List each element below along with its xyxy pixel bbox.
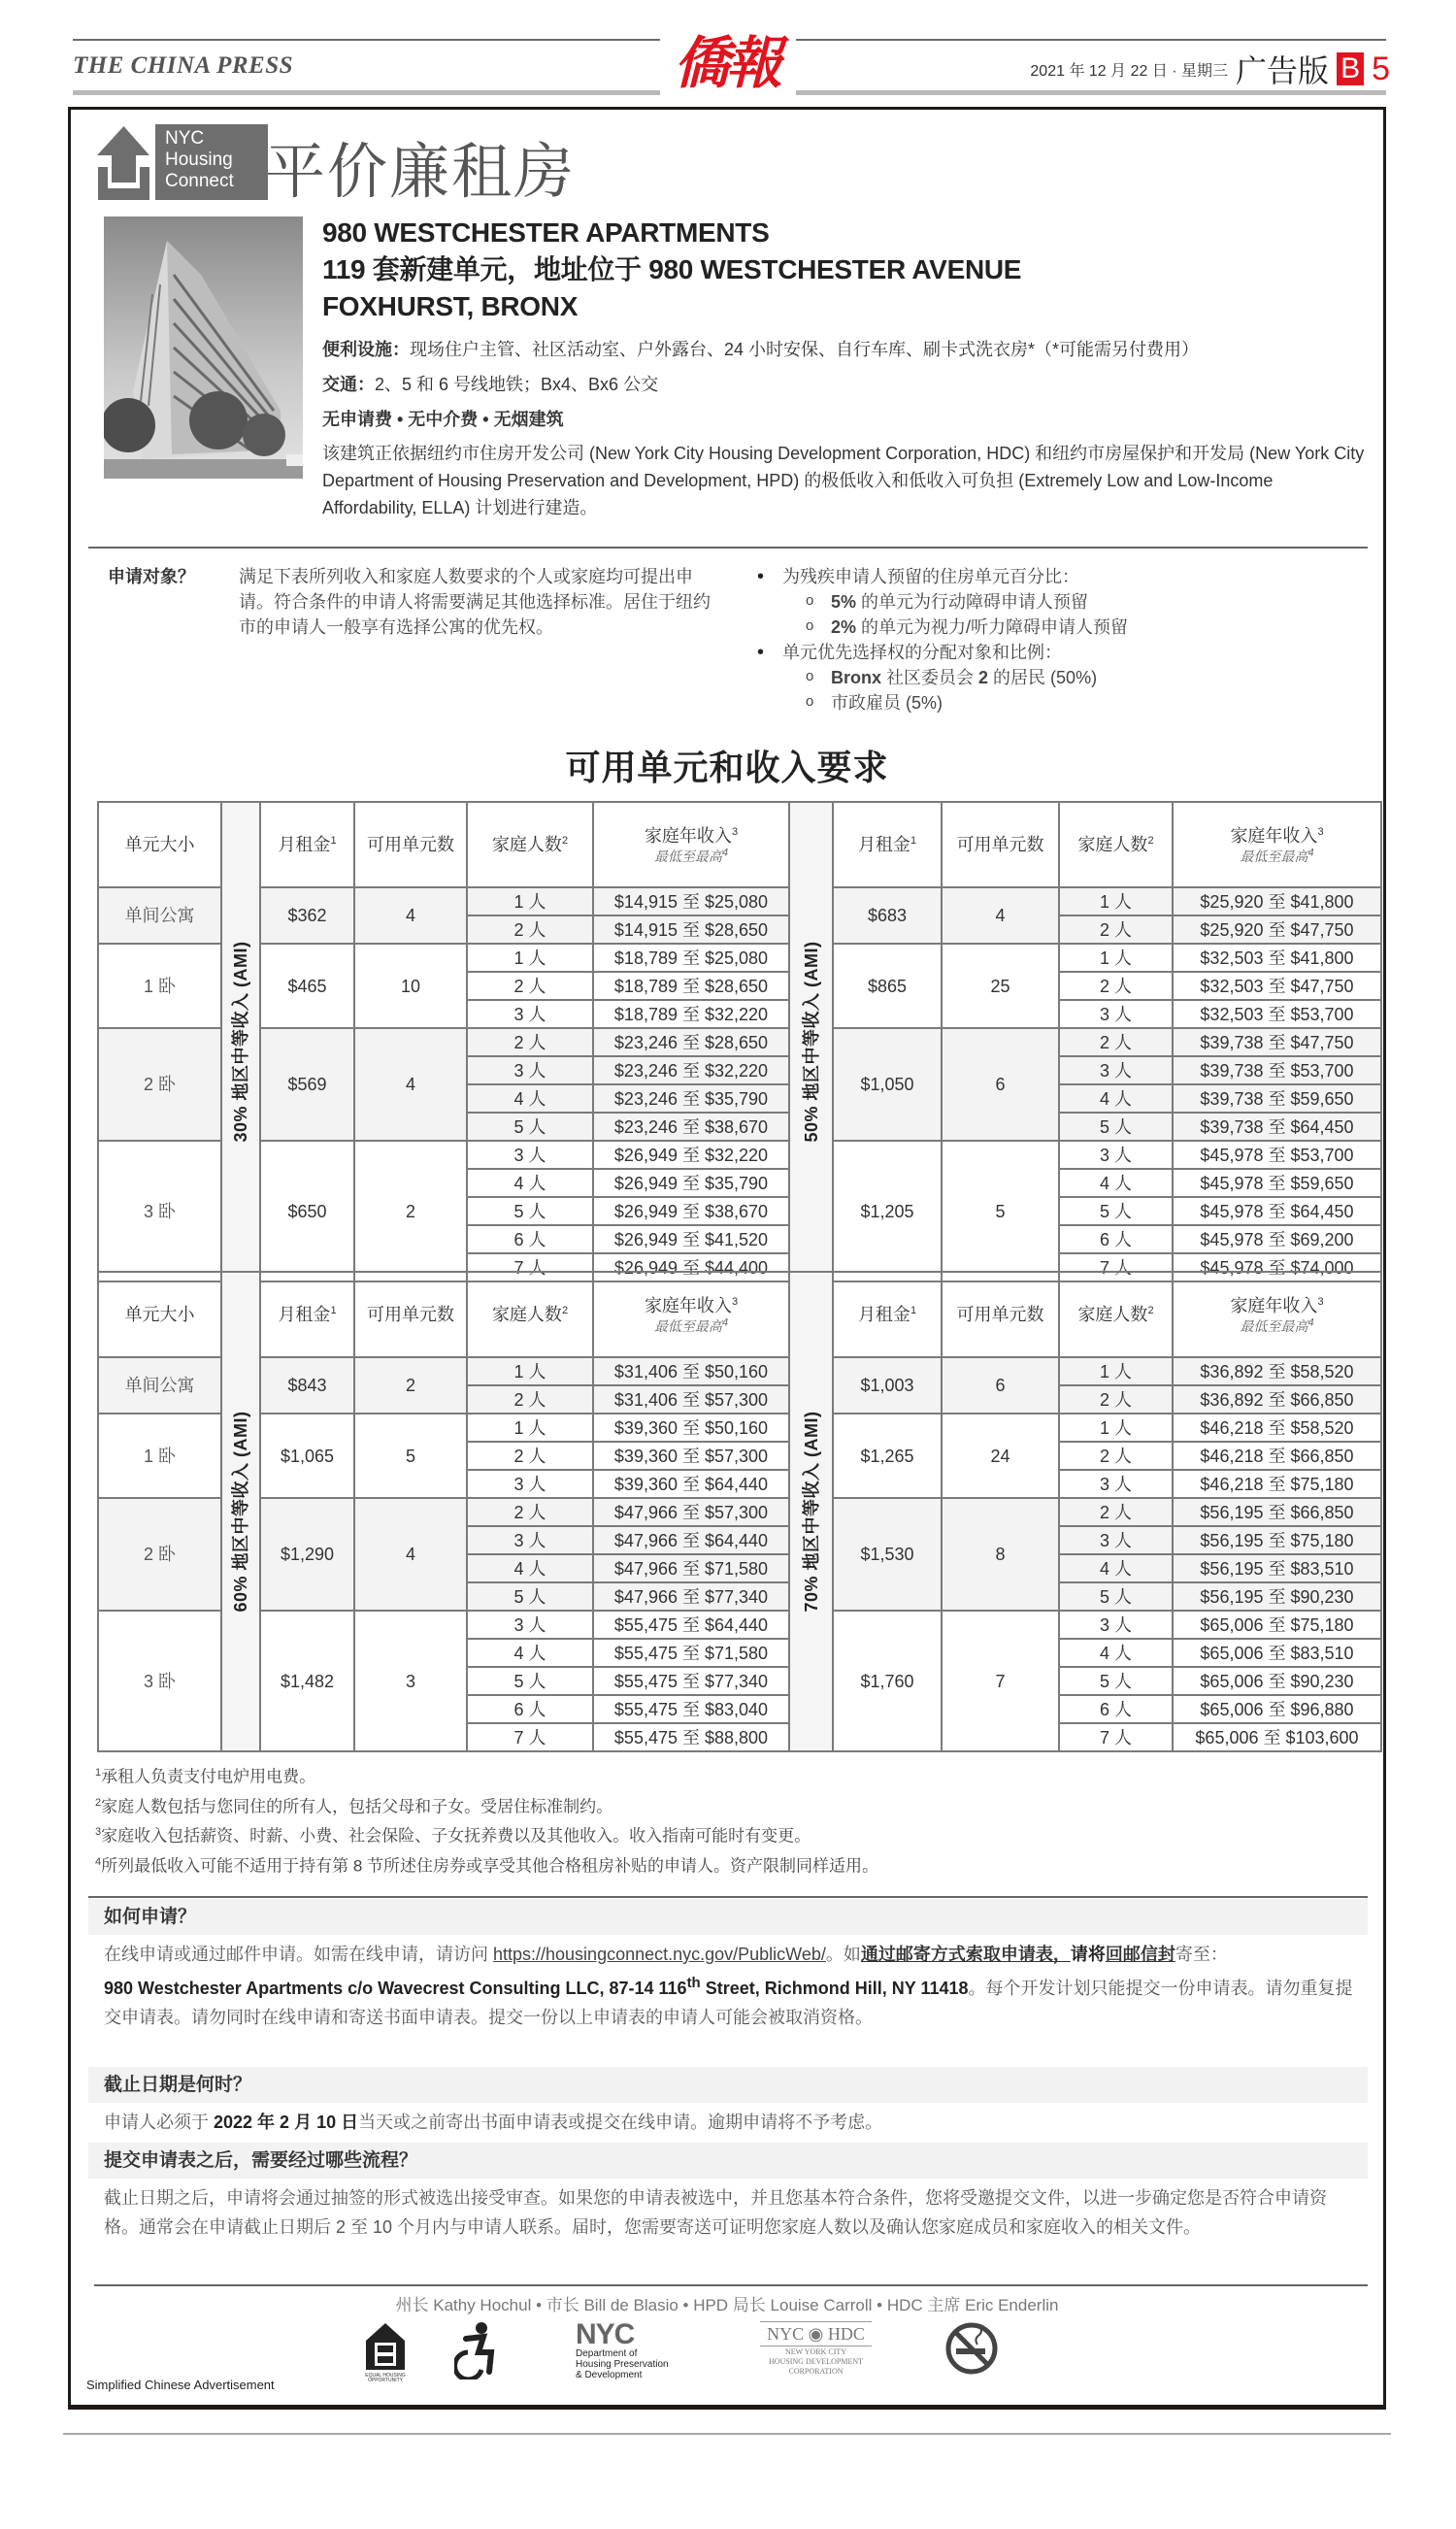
list-subitem: o 5% 的单元为行动障碍申请人预留 (753, 589, 1355, 615)
household-size-cell: 3 人 (467, 1000, 593, 1028)
household-size-cell: 7 人 (467, 1253, 593, 1281)
units-cell: 7 (942, 1611, 1059, 1751)
household-size-cell: 3 人 (1059, 1000, 1173, 1028)
ad-language-label: Simplified Chinese Advertisement (86, 2378, 275, 2392)
section-divider (88, 547, 1368, 549)
footnotes (95, 1760, 1357, 1880)
income-range-cell: $25,920 至 $47,750 (1173, 915, 1381, 944)
preference-list (753, 564, 1355, 715)
household-size-cell: 2 人 (1059, 972, 1173, 1000)
units-cell: 4 (354, 1498, 467, 1611)
household-size-cell: 2 人 (1059, 1028, 1173, 1056)
units-cell: 4 (354, 1028, 467, 1141)
units-cell: 6 (942, 1028, 1059, 1141)
units-cell: 10 (354, 944, 467, 1028)
income-range-cell: $56,195 至 $75,180 (1173, 1526, 1381, 1554)
income-range-cell: $39,360 至 $50,160 (593, 1414, 789, 1442)
income-range-cell: $56,195 至 $83,510 (1173, 1554, 1381, 1582)
intro-section (322, 215, 1371, 521)
header-unit-size: 单元大小 (98, 1272, 221, 1357)
income-range-cell: $56,195 至 $66,850 (1173, 1498, 1381, 1526)
masthead-rule-top-right (796, 39, 1386, 41)
household-size-cell: 1 人 (467, 887, 593, 915)
household-size-cell: 4 人 (1059, 1084, 1173, 1113)
income-range-cell: $46,218 至 $66,850 (1173, 1442, 1381, 1470)
table-row (98, 1498, 1381, 1526)
household-size-cell: 2 人 (467, 972, 593, 1000)
income-range-cell: $31,406 至 $50,160 (593, 1357, 789, 1385)
income-range-cell: $65,006 至 $83,510 (1173, 1639, 1381, 1667)
income-range-cell: $39,360 至 $64,440 (593, 1470, 789, 1498)
units-cell: 4 (354, 887, 467, 944)
section-name: 广告版 (1236, 52, 1330, 89)
household-size-cell: 3 人 (467, 1526, 593, 1554)
units-cell: 8 (942, 1498, 1059, 1611)
header-rent: 月租金$^1$ (833, 802, 942, 887)
income-range-cell: $46,218 至 $75,180 (1173, 1470, 1381, 1498)
household-size-cell: 2 人 (467, 1442, 593, 1470)
unit-size-cell: 2 卧 (98, 1498, 221, 1611)
unit-size-cell: 单间公寓 (98, 887, 221, 944)
rent-cell: $1,050 (833, 1028, 942, 1141)
building-photo (104, 216, 303, 479)
page-info (1030, 47, 1390, 91)
building-heading: 980 WESTCHESTER APARTMENTS 119 套新建单元，地址位于 980 WESTCHESTER AVENUE FOXHURST, BRONX (322, 217, 1022, 321)
header-units: 可用单元数 (942, 802, 1059, 887)
income-table (97, 1271, 1382, 1752)
no-fees-note: 无申请费 • 无中介费 • 无烟建筑 (322, 410, 564, 429)
income-range-cell: $23,246 至 $38,670 (593, 1113, 789, 1141)
unit-size-cell: 2 卧 (98, 1028, 221, 1141)
household-size-cell: 1 人 (1059, 1357, 1173, 1385)
header-units: 可用单元数 (354, 1272, 467, 1357)
list-subitem: o Bronx 社区委员会 2 的居民 (50%) (753, 665, 1355, 690)
housing-connect-logo (96, 124, 268, 202)
income-range-cell: $55,475 至 $83,040 (593, 1695, 789, 1723)
income-range-cell: $26,949 至 $32,220 (593, 1141, 789, 1169)
household-size-cell: 4 人 (467, 1554, 593, 1582)
income-table (97, 801, 1382, 1282)
no-smoking-icon (944, 2321, 999, 2379)
income-range-cell: $65,006 至 $96,880 (1173, 1695, 1381, 1723)
table-header-row (98, 1272, 1381, 1357)
household-size-cell: 1 人 (467, 1357, 593, 1385)
units-cell: 25 (942, 944, 1059, 1028)
income-range-cell: $47,966 至 $64,440 (593, 1526, 789, 1554)
rent-cell: $1,205 (833, 1141, 942, 1281)
household-size-cell: 4 人 (467, 1169, 593, 1197)
footnote: $^2$家庭人数包括与您同住的所有人，包括父母和子女。受居住标准制约。 (95, 1796, 613, 1816)
section-divider (94, 2284, 1368, 2286)
income-range-cell: $25,920 至 $41,800 (1173, 887, 1381, 915)
income-range-cell: $26,949 至 $41,520 (593, 1225, 789, 1253)
rent-cell: $1,265 (833, 1414, 942, 1498)
mailing-address: 980 Westchester Apartments c/o Wavecrest Consulting LLC, 87-14 116th Street, Richmond Hill, NY 11418 (104, 1975, 969, 1998)
svg-text:EQUAL HOUSING: EQUAL HOUSING (365, 2373, 406, 2379)
publication-name: THE CHINA PRESS (73, 52, 294, 79)
page-bottom-rule (63, 2433, 1391, 2435)
footnote: $^4$所列最低收入可能不适用于持有第 8 节所述住房券或享受其他合格租房补贴的申请人。资产限制同样适用。 (95, 1855, 879, 1876)
rent-cell: $683 (833, 887, 942, 944)
income-range-cell: $45,978 至 $69,200 (1173, 1225, 1381, 1253)
income-range-cell: $45,978 至 $64,450 (1173, 1197, 1381, 1225)
list-subitem: o 市政雇员 (5%) (753, 690, 1355, 715)
income-range-cell: $55,475 至 $71,580 (593, 1639, 789, 1667)
income-range-cell: $23,246 至 $28,650 (593, 1028, 789, 1056)
rent-cell: $362 (260, 887, 354, 944)
rent-cell: $1,530 (833, 1498, 942, 1611)
section-divider (88, 1896, 1368, 1898)
table-row (98, 887, 1381, 915)
units-cell: 6 (942, 1357, 1059, 1414)
how-to-apply-heading: 如何申请？ (88, 1899, 1368, 1935)
income-range-cell: $26,949 至 $35,790 (593, 1169, 789, 1197)
table-row (98, 1141, 1381, 1169)
household-size-cell: 3 人 (467, 1470, 593, 1498)
household-size-cell: 5 人 (1059, 1197, 1173, 1225)
ami-band-label: 30% 地区中等收入 (AMI) (221, 802, 260, 1281)
income-range-cell: $18,789 至 $25,080 (593, 944, 789, 972)
accessibility-icon (454, 2321, 498, 2379)
who-label: 申请对象？ (108, 567, 195, 586)
household-size-cell: 6 人 (467, 1695, 593, 1723)
household-size-cell: 2 人 (1059, 915, 1173, 944)
household-size-cell: 5 人 (467, 1582, 593, 1611)
unit-size-cell: 3 卧 (98, 1141, 221, 1281)
ami-band-label: 70% 地区中等收入 (AMI) (789, 1272, 833, 1751)
income-range-cell: $39,738 至 $53,700 (1173, 1056, 1381, 1084)
household-size-cell: 4 人 (1059, 1554, 1173, 1582)
header-unit-size: 单元大小 (98, 802, 221, 887)
income-range-cell: $56,195 至 $90,230 (1173, 1582, 1381, 1611)
list-item: • 为残疾申请人预留的住房单元百分比： (753, 564, 1355, 589)
household-size-cell: 3 人 (467, 1141, 593, 1169)
income-range-cell: $14,915 至 $28,650 (593, 915, 789, 944)
ami-band-label: 50% 地区中等收入 (AMI) (789, 802, 833, 1281)
rent-cell: $1,003 (833, 1357, 942, 1414)
program-description: 该建筑正依据纽约市住房开发公司 (New York City Housing Development Corporation, HDC) 和纽约市房屋保护和开发局 (New York City Department of Housing Preservation and Development, HPD) 的极低收入和低收入可负担 (Extremely Low and Low-Income Affordability, ELLA) 计划进行建造。 (322, 444, 1365, 517)
household-size-cell: 6 人 (1059, 1695, 1173, 1723)
income-range-cell: $45,978 至 $53,700 (1173, 1141, 1381, 1169)
household-size-cell: 2 人 (467, 1028, 593, 1056)
transit: 交通：2、5 和 6 号线地铁；Bx4、Bx6 公交 (322, 375, 659, 394)
table-row (98, 1357, 1381, 1385)
income-range-cell: $32,503 至 $53,700 (1173, 1000, 1381, 1028)
household-size-cell: 2 人 (1059, 1442, 1173, 1470)
ami-band-label: 60% 地区中等收入 (AMI) (221, 1272, 260, 1751)
header-household: 家庭人数$^2$ (1059, 802, 1173, 887)
deadline-text: 申请人必须于 2022 年 2 月 10 日当天或之前寄出书面申请表或提交在线申请。逾期申请将不予考虑。 (104, 2113, 883, 2132)
rent-cell: $1,290 (260, 1498, 354, 1611)
officials-line: 州长 Kathy Hochul • 市长 Bill de Blasio • HPD 局长 Louise Carroll • HDC 主席 Eric Enderlin (395, 2296, 1059, 2314)
table-row (98, 1611, 1381, 1639)
header-rent: 月租金$^1$ (260, 802, 354, 887)
masthead-rule-bottom-left (73, 90, 660, 95)
table-row (98, 944, 1381, 972)
units-cell: 2 (354, 1141, 467, 1281)
household-size-cell: 7 人 (467, 1723, 593, 1751)
unit-size-cell: 1 卧 (98, 944, 221, 1028)
income-range-cell: $39,738 至 $64,450 (1173, 1113, 1381, 1141)
household-size-cell: 1 人 (467, 1414, 593, 1442)
household-size-cell: 1 人 (467, 944, 593, 972)
income-range-cell: $46,218 至 $58,520 (1173, 1414, 1381, 1442)
household-size-cell: 2 人 (1059, 1385, 1173, 1414)
newspaper-logo: 僑報 (673, 30, 778, 96)
unit-size-cell: 单间公寓 (98, 1357, 221, 1414)
rent-cell: $650 (260, 1141, 354, 1281)
income-range-cell: $39,738 至 $59,650 (1173, 1084, 1381, 1113)
units-cell: 4 (942, 887, 1059, 944)
table-row (98, 1028, 1381, 1056)
units-cell: 24 (942, 1414, 1059, 1498)
income-range-cell: $65,006 至 $90,230 (1173, 1667, 1381, 1695)
header-units: 可用单元数 (354, 802, 467, 887)
header-units: 可用单元数 (942, 1272, 1059, 1357)
svg-text:OPPORTUNITY: OPPORTUNITY (367, 2378, 404, 2381)
household-size-cell: 5 人 (1059, 1667, 1173, 1695)
household-size-cell: 5 人 (1059, 1113, 1173, 1141)
process-text: 截止日期之后，申请将会通过抽签的形式被选出接受审查。如果您的申请表被选中，并且您基本符合条件，您将受邀提交文件，以进一步确定您是否符合申请资格。通常会在申请截止日期后 2 至 10 个月内与申请人联系。届时，您需要寄送可证明您家庭人数以及确认您家庭成员和家庭收入的相关文件。 (104, 2188, 1327, 2237)
income-range-cell: $14,915 至 $25,080 (593, 887, 789, 915)
household-size-cell: 3 人 (1059, 1056, 1173, 1084)
income-range-cell: $23,246 至 $32,220 (593, 1056, 789, 1084)
header-rent: 月租金$^1$ (260, 1272, 354, 1357)
household-size-cell: 3 人 (467, 1056, 593, 1084)
household-size-cell: 5 人 (467, 1113, 593, 1141)
household-size-cell: 2 人 (467, 1385, 593, 1414)
masthead-rule-top-left (73, 39, 660, 41)
ad-title: 平价廉租房 (265, 136, 577, 207)
table-title: 可用单元和收入要求 (565, 748, 889, 787)
header-household: 家庭人数$^2$ (467, 802, 593, 887)
who-text: 满足下表所列收入和家庭人数要求的个人或家庭均可提出申请。符合条件的申请人将需要满足其他选择标准。居住于纽约市的申请人一般享有选择公寓的优先权。 (239, 567, 711, 637)
header-household: 家庭人数$^2$ (467, 1272, 593, 1357)
household-size-cell: 2 人 (467, 1498, 593, 1526)
logo-row (71, 2318, 1383, 2383)
income-range-cell: $55,475 至 $64,440 (593, 1611, 789, 1639)
income-range-cell: $36,892 至 $58,520 (1173, 1357, 1381, 1385)
advertisement-box (68, 107, 1386, 2410)
household-size-cell: 3 人 (1059, 1611, 1173, 1639)
units-cell: 3 (354, 1611, 467, 1751)
household-size-cell: 1 人 (1059, 1414, 1173, 1442)
page-number: 5 (1372, 50, 1390, 87)
rent-cell: $1,065 (260, 1414, 354, 1498)
header-income: 家庭年收入$^3$ 最低至最高$^4$ (1173, 1272, 1381, 1357)
household-size-cell: 2 人 (467, 915, 593, 944)
housing-connect-wordmark: NYC Housing Connect (155, 124, 268, 200)
rent-cell: $1,482 (260, 1611, 354, 1751)
header-income: 家庭年收入$^3$ 最低至最高$^4$ (1173, 802, 1381, 887)
page-letter-badge: B (1337, 52, 1364, 85)
household-size-cell: 3 人 (1059, 1470, 1173, 1498)
rent-cell: $843 (260, 1357, 354, 1414)
income-range-cell: $32,503 至 $47,750 (1173, 972, 1381, 1000)
rent-cell: $569 (260, 1028, 354, 1141)
income-range-cell: $65,006 至 $103,600 (1173, 1723, 1381, 1751)
hdc-logo: NYC ◉ HDC NEW YORK CITY HOUSING DEVELOPMENT CORPORATION (760, 2321, 872, 2379)
household-size-cell: 4 人 (467, 1639, 593, 1667)
house-arrow-icon (96, 124, 151, 202)
income-range-cell: $47,966 至 $77,340 (593, 1582, 789, 1611)
income-range-cell: $18,789 至 $32,220 (593, 1000, 789, 1028)
household-size-cell: 1 人 (1059, 887, 1173, 915)
household-size-cell: 2 人 (1059, 1498, 1173, 1526)
household-size-cell: 4 人 (1059, 1169, 1173, 1197)
household-size-cell: 7 人 (1059, 1723, 1173, 1751)
units-cell: 5 (942, 1141, 1059, 1281)
income-range-cell: $18,789 至 $28,650 (593, 972, 789, 1000)
income-range-cell: $55,475 至 $88,800 (593, 1723, 789, 1751)
income-range-cell: $47,966 至 $57,300 (593, 1498, 789, 1526)
how-to-apply-text: 在线申请或通过邮件申请。如需在线申请，请访问 https://housingconnect.nyc.gov/PublicWeb/。如通过邮寄方式索取申请表，请将回邮信封寄至： 980 Westchester Apartments c/o Wavecrest Consulting LLC, 87-14 116th Street, Richmond Hill, NY 11418。每个开发计划只能提交一份申请表。请勿重复提交申请表。请勿同时在线申请和寄送书面申请表。提交一份以上申请表的申请人可能会被取消资格。 (104, 1945, 1353, 2027)
household-size-cell: 7 人 (1059, 1253, 1173, 1281)
list-subitem: o 2% 的单元为视力/听力障碍申请人预留 (753, 615, 1355, 640)
header-income: 家庭年收入$^3$ 最低至最高$^4$ (593, 1272, 789, 1357)
rent-cell: $1,760 (833, 1611, 942, 1751)
household-size-cell: 5 人 (467, 1197, 593, 1225)
household-size-cell: 6 人 (1059, 1225, 1173, 1253)
header-household: 家庭人数$^2$ (1059, 1272, 1173, 1357)
household-size-cell: 3 人 (1059, 1141, 1173, 1169)
equal-housing-icon (362, 2321, 409, 2379)
income-range-cell: $45,978 至 $59,650 (1173, 1169, 1381, 1197)
header-rent: 月租金$^1$ (833, 1272, 942, 1357)
process-heading: 提交申请表之后，需要经过哪些流程？ (88, 2143, 1368, 2179)
housing-connect-link[interactable]: https://housingconnect.nyc.gov/PublicWeb/ (493, 1945, 826, 1964)
units-cell: 2 (354, 1357, 467, 1414)
household-size-cell: 5 人 (1059, 1582, 1173, 1611)
table-row (98, 1414, 1381, 1442)
household-size-cell: 4 人 (467, 1084, 593, 1113)
footnote: $^3$家庭收入包括薪资、时薪、小费、社会保险、子女抚养费以及其他收入。收入指南可能时有变更。 (95, 1826, 811, 1846)
unit-size-cell: 3 卧 (98, 1611, 221, 1751)
income-range-cell: $23,246 至 $35,790 (593, 1084, 789, 1113)
rent-cell: $465 (260, 944, 354, 1028)
table-header-row (98, 802, 1381, 887)
rent-cell: $865 (833, 944, 942, 1028)
household-size-cell: 4 人 (1059, 1639, 1173, 1667)
household-size-cell: 5 人 (467, 1667, 593, 1695)
list-item: • 单元优先选择权的分配对象和比例： (753, 640, 1355, 665)
household-size-cell: 6 人 (467, 1225, 593, 1253)
household-size-cell: 3 人 (467, 1611, 593, 1639)
unit-size-cell: 1 卧 (98, 1414, 221, 1498)
income-range-cell: $26,949 至 $38,670 (593, 1197, 789, 1225)
issue-date: 2021 年 12 月 22 日 · 星期三 (1030, 62, 1229, 80)
income-range-cell: $55,475 至 $77,340 (593, 1667, 789, 1695)
income-range-cell: $39,738 至 $47,750 (1173, 1028, 1381, 1056)
units-cell: 5 (354, 1414, 467, 1498)
income-range-cell: $47,966 至 $71,580 (593, 1554, 789, 1582)
header-income: 家庭年收入$^3$ 最低至最高$^4$ (593, 802, 789, 887)
income-range-cell: $45,978 至 $74,000 (1173, 1253, 1381, 1281)
income-range-cell: $65,006 至 $75,180 (1173, 1611, 1381, 1639)
amenities: 便利设施：现场住户主管、社区活动室、户外露台、24 小时安保、自行车库、刷卡式洗衣房*（*可能需另付费用） (322, 340, 1200, 359)
footnote: $^1$承租人负责支付电炉用电费。 (95, 1767, 316, 1786)
income-range-cell: $26,949 至 $44,400 (593, 1253, 789, 1281)
household-size-cell: 3 人 (1059, 1526, 1173, 1554)
income-range-cell: $32,503 至 $41,800 (1173, 944, 1381, 972)
income-range-cell: $39,360 至 $57,300 (593, 1442, 789, 1470)
household-size-cell: 1 人 (1059, 944, 1173, 972)
income-range-cell: $36,892 至 $66,850 (1173, 1385, 1381, 1414)
hpd-logo: NYC Department of Housing Preservation & Development (576, 2318, 669, 2380)
deadline-heading: 截止日期是何时？ (88, 2067, 1368, 2103)
income-range-cell: $31,406 至 $57,300 (593, 1385, 789, 1414)
